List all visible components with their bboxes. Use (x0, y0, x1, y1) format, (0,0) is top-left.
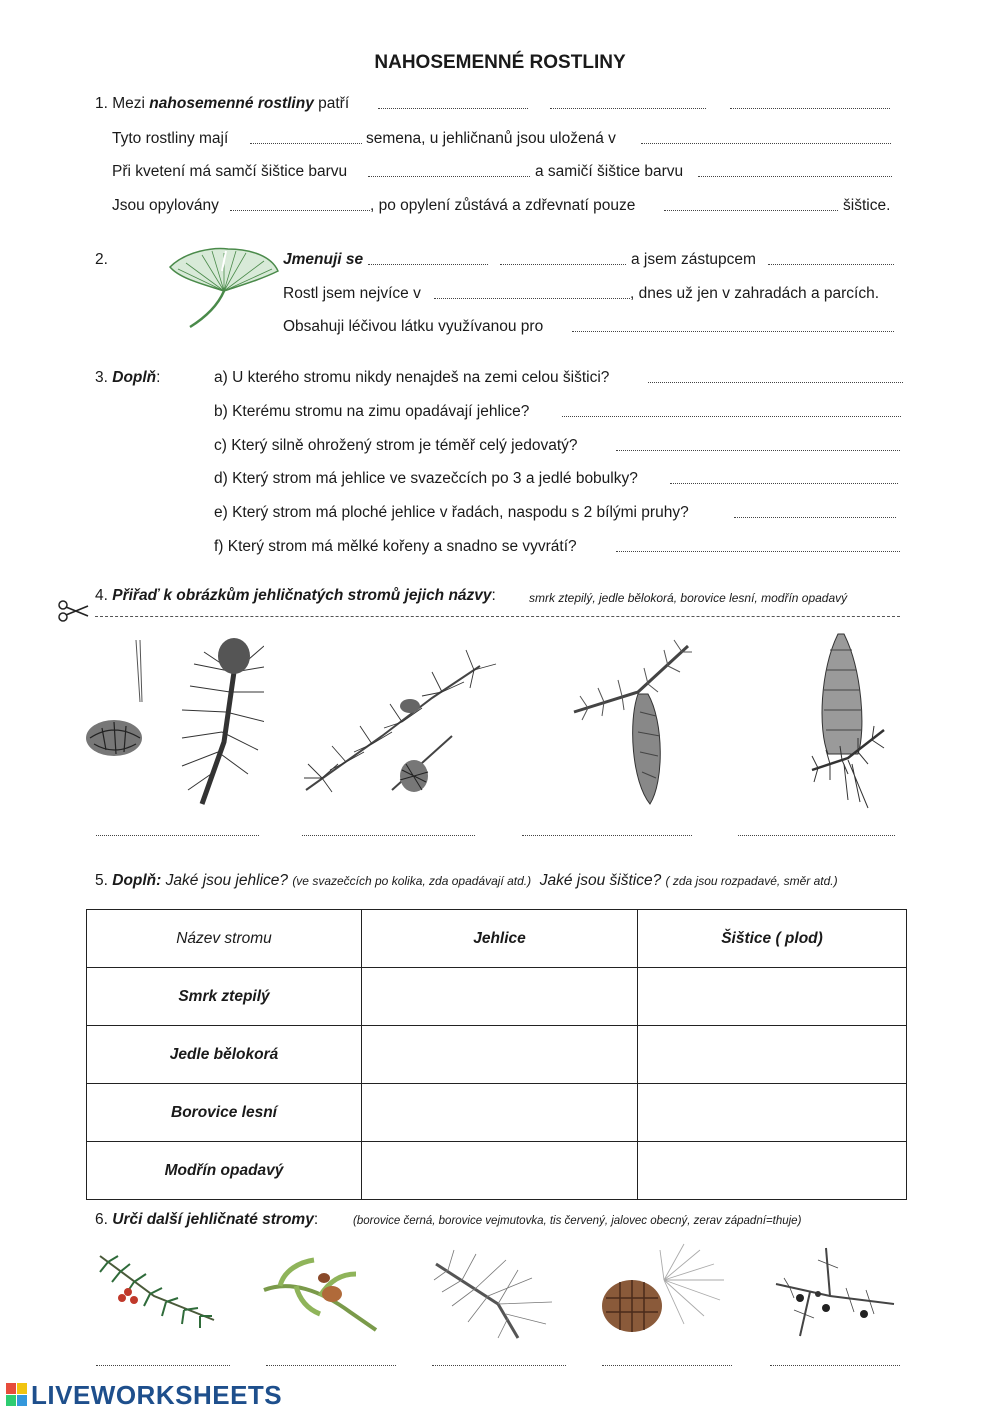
larch-branch-image (302, 640, 502, 806)
q4-heading (95, 587, 496, 605)
q3-blank-b[interactable] (562, 416, 901, 417)
q3-item-b: b) Kterému stromu na zimu opadávají jehlice? (214, 403, 530, 420)
q1-number: 1. (95, 95, 108, 112)
table-row (87, 968, 907, 1026)
q4-blank-3[interactable] (522, 835, 692, 836)
q4-blank-2[interactable] (302, 835, 475, 836)
trees-table (86, 909, 907, 1200)
q2-blank-5[interactable] (572, 331, 894, 332)
q6-blank-2[interactable] (266, 1365, 396, 1366)
q2-line2-a: Rostl jsem nejvíce v (283, 285, 421, 302)
q6-blank-3[interactable] (432, 1365, 566, 1366)
q6-label: Urči další jehličnaté stromy (112, 1211, 314, 1228)
scissors-icon (58, 600, 90, 622)
q1-blank-6[interactable] (368, 176, 530, 177)
q6-blank-5[interactable] (770, 1365, 900, 1366)
q3-colon: : (156, 369, 161, 386)
q3-label: Doplň (112, 369, 157, 386)
q6-hint: (borovice černá, borovice vejmutovka, tis červený, jalovec obecný, zerav západní=thuje) (353, 1215, 802, 1227)
cones-cell[interactable] (638, 1142, 907, 1200)
q1-line1 (95, 95, 349, 113)
cut-line (95, 616, 900, 617)
cones-cell[interactable] (638, 968, 907, 1026)
q5-hint-a: (ve svazečcích po kolika, zda opadávají atd.) (292, 874, 532, 888)
q6-heading (95, 1211, 318, 1229)
row-tree-name: Jedle bělokorá (87, 1026, 362, 1084)
needles-cell[interactable] (362, 1026, 638, 1084)
table-row (87, 1084, 907, 1142)
q1-line2-a: Tyto rostliny mají (112, 130, 229, 147)
needles-cell[interactable] (362, 968, 638, 1026)
q6-colon: : (313, 1211, 319, 1228)
q3-item-c: c) Který silně ohrožený strom je téměř celý jedovatý? (214, 437, 578, 454)
spruce-branch-image (568, 632, 698, 808)
q2-number: 2. (95, 251, 108, 268)
q3-blank-a[interactable] (648, 382, 903, 383)
q5-question-b: Jaké jsou šištice? (539, 872, 662, 889)
q1-blank-5[interactable] (641, 143, 891, 144)
black-pine-cone-image (600, 1240, 730, 1336)
needles-cell[interactable] (362, 1142, 638, 1200)
q1-text-a: Mezi (112, 95, 150, 112)
q3-blank-c[interactable] (616, 450, 900, 451)
q1-line4-a: Jsou opylovány (112, 197, 219, 214)
q3-number: 3. (95, 369, 108, 386)
table-row (87, 1142, 907, 1200)
q1-blank-7[interactable] (698, 176, 892, 177)
q1-blank-8[interactable] (230, 210, 370, 211)
q5-question-a: Jaké jsou jehlice? (165, 872, 288, 889)
q6-blank-1[interactable] (96, 1365, 230, 1366)
q1-text-c: patří (313, 95, 350, 112)
q1-blank-1[interactable] (378, 108, 528, 109)
header-needles: Jehlice (362, 910, 638, 968)
thuja-branch-image (260, 1250, 380, 1334)
q1-line3-a: Při kvetení má samčí šištice barvu (112, 163, 348, 180)
q3-item-f: f) Který strom má mělké kořeny a snadno se vyvrátí? (214, 538, 577, 555)
row-tree-name: Borovice lesní (87, 1084, 362, 1142)
page-title: NAHOSEMENNÉ ROSTLINY (374, 52, 626, 73)
q2-line2-b: , dnes už jen v zahradách a parcích. (630, 285, 880, 302)
q3-blank-d[interactable] (670, 483, 898, 484)
q2-line1-a: Jmenuji se (283, 251, 364, 268)
q4-blank-1[interactable] (96, 835, 259, 836)
q3-item-e: e) Který strom má ploché jehlice v řadách, naspodu s 2 bílými pruhy? (214, 504, 689, 521)
q4-colon: : (491, 587, 496, 604)
logo-badge-icon (6, 1383, 28, 1407)
q3-blank-f[interactable] (616, 551, 900, 552)
q1-blank-2[interactable] (550, 108, 706, 109)
q4-blank-4[interactable] (738, 835, 895, 836)
q1-line4-b: , po opylení zůstává a zdřevnatí pouze (370, 197, 636, 214)
logo-text: LIVEWORKSHEETS (31, 1380, 283, 1410)
q1-blank-3[interactable] (730, 108, 890, 109)
q6-blank-4[interactable] (602, 1365, 732, 1366)
q3-item-d: d) Který strom má jehlice ve svazečcích po 3 a jedlé bobulky? (214, 470, 638, 487)
table-row (87, 1026, 907, 1084)
q1-line3-b: a samičí šištice barvu (535, 163, 684, 180)
q1-blank-9[interactable] (664, 210, 838, 211)
q2-line3-a: Obsahuji léčivou látku využívanou pro (283, 318, 544, 335)
q5-label: Doplň: (112, 872, 162, 889)
yew-branch-image (94, 1246, 220, 1336)
pine-branch-image (84, 632, 264, 810)
cones-cell[interactable] (638, 1084, 907, 1142)
q3-blank-e[interactable] (734, 517, 896, 518)
q4-number: 4. (95, 587, 108, 604)
needles-cell[interactable] (362, 1084, 638, 1142)
q5-hint-b: ( zda jsou rozpadavé, směr atd.) (665, 874, 838, 888)
q6-number: 6. (95, 1211, 108, 1228)
q5-number: 5. (95, 872, 108, 889)
row-tree-name: Modřín opadavý (87, 1142, 362, 1200)
q1-line2-b: semena, u jehličnanů jsou uložená v (366, 130, 616, 147)
header-tree-name: Název stromu (87, 910, 362, 968)
row-tree-name: Smrk ztepilý (87, 968, 362, 1026)
q2-blank-1[interactable] (368, 264, 488, 265)
q4-label: Přiřaď k obrázkům jehličnatých stromů jejich názvy (112, 587, 492, 604)
white-pine-branch-image (428, 1244, 558, 1342)
q2-blank-2[interactable] (500, 264, 626, 265)
fir-cone-image (808, 630, 894, 810)
table-header-row (87, 910, 907, 968)
q5-heading (95, 872, 838, 890)
q1-blank-4[interactable] (250, 143, 362, 144)
q1-text-b: nahosemenné rostliny (149, 95, 314, 112)
liveworksheets-logo (6, 1380, 282, 1411)
q2-line1-b: a jsem zástupcem (631, 251, 756, 268)
header-cones: Šištice ( plod) (638, 910, 907, 968)
ginkgo-leaf-image (166, 245, 282, 331)
q3-item-a: a) U kterého stromu nikdy nenajdeš na zemi celou šištici? (214, 369, 610, 386)
q3-heading (95, 369, 160, 387)
q4-hint: smrk ztepilý, jedle bělokorá, borovice lesní, modřín opadavý (529, 591, 848, 605)
cones-cell[interactable] (638, 1026, 907, 1084)
q1-line4-c: šištice. (843, 197, 891, 214)
q2-blank-4[interactable] (434, 298, 630, 299)
juniper-branch-image (770, 1244, 900, 1342)
q2-blank-3[interactable] (768, 264, 894, 265)
